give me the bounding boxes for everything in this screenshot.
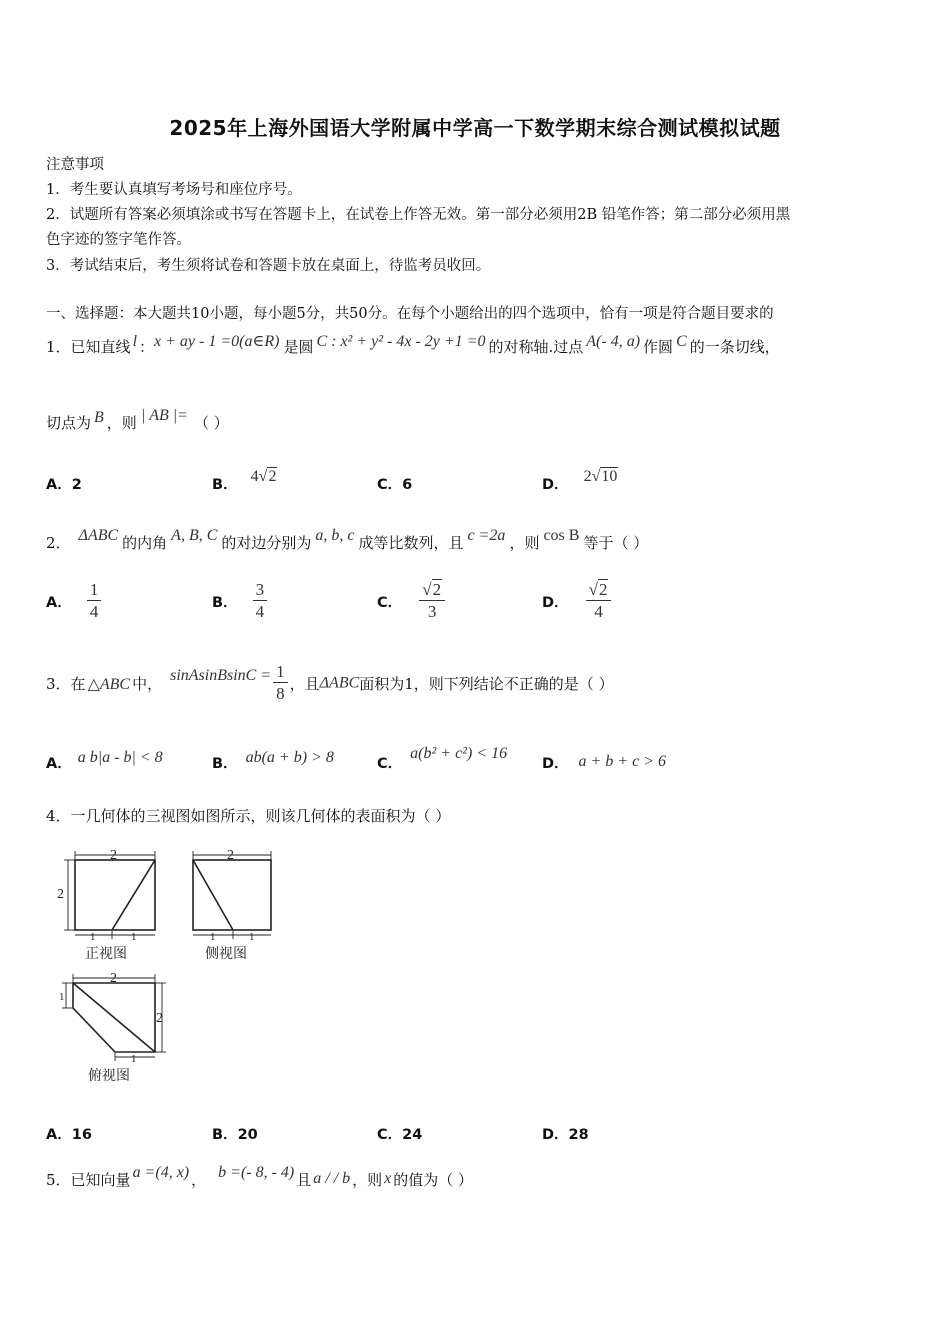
notes-heading: 注意事项: [46, 157, 104, 173]
q1-l: l: [132, 333, 138, 350]
note-item-1: 1．考生要认真填写考场号和座位序号。: [46, 182, 302, 198]
side-view-label: 侧视图: [205, 947, 247, 962]
top-dim-bottom: 1: [131, 1053, 137, 1065]
q4-option-d[interactable]: D．28: [542, 1127, 589, 1143]
q1-b: B: [94, 409, 104, 426]
q3-option-c[interactable]: C．a(b² + c²) < 16: [377, 745, 508, 772]
q1-text-4: 作圆: [643, 338, 674, 356]
question-3: 3．在 △ABC 中， sinAsinBsinC = $\frac{1}{8}$ ，且ΔABC面积为1，则下列结论不正确的是（ ）: [46, 662, 614, 703]
q2-triangle: ΔABC: [78, 527, 119, 544]
note-item-3: 3．考试结束后，考生须将试卷和答题卡放在桌面上，待监考员收回。: [46, 258, 491, 274]
q3-option-d[interactable]: D． a + b + c > 6: [542, 753, 667, 772]
front-view-rect: [75, 860, 155, 930]
q5-vector-b: b =(- 8, - 4): [218, 1164, 295, 1181]
q1-circle-equation: C : x² + y² - 4x - 2y +1 =0: [316, 333, 486, 350]
three-views-figure: [55, 840, 285, 1090]
q3-triangle: △ABC: [87, 675, 131, 693]
q3-option-b[interactable]: B． ab(a + b) > 8: [212, 749, 334, 772]
q1-point-a: A(- 4, a): [586, 333, 641, 350]
q1-text-3: 的对称轴.过点: [488, 338, 584, 356]
front-dim-bottom-2: 1: [131, 931, 137, 943]
q2-sides: a, b, c: [315, 527, 355, 544]
note-item-2-cont: 色字迹的签字笔作答。: [46, 232, 191, 248]
q3-triangle-2: ΔABC: [319, 674, 360, 692]
top-dim-top: 2: [110, 971, 117, 986]
question-4: [46, 805, 450, 826]
q1-option-b[interactable]: B． 4√2: [212, 468, 277, 493]
q1-text-6: 切点为: [46, 414, 92, 432]
front-dim-left: 2: [57, 887, 64, 902]
q4-text: 一几何体的三视图如图所示，则该几何体的表面积为（ ）: [70, 807, 451, 825]
front-view-label: 正视图: [85, 947, 127, 962]
note-item-2: 2．试题所有答案必须填涂或书写在答题卡上，在试卷上作答无效。第一部分必须用2B 铅笔作答；第二部分必须用黑: [46, 207, 791, 223]
side-dim-bottom-2: 1: [249, 931, 255, 943]
q2-option-b[interactable]: B． $\frac{3}{4}$: [212, 580, 267, 623]
q1-line-equation: x + ay - 1 =0(a∈R): [154, 333, 280, 350]
q5-parallel: a / / b: [313, 1170, 351, 1187]
q2-option-a[interactable]: A． $\frac{1}{4}$: [46, 580, 101, 623]
side-view-rect: [193, 860, 271, 930]
q4-number: 4．: [46, 807, 71, 825]
q1-text-1: 已知直线: [70, 338, 131, 356]
q3-option-a[interactable]: A． a b|a - b| < 8: [46, 749, 163, 772]
q1-number: 1．: [46, 338, 71, 356]
q5-number: 5．: [46, 1171, 71, 1189]
q1-paren: （ ）: [193, 414, 229, 432]
front-view-diagonal: [112, 860, 155, 930]
side-dim-bottom-1: 1: [210, 931, 216, 943]
front-dim-bottom-1: 1: [90, 931, 96, 943]
q2-condition: c =2a: [467, 527, 506, 544]
side-dim-top: 2: [227, 848, 234, 863]
q2-number: 2．: [46, 534, 71, 552]
page-title: 2025年上海外国语大学附属中学高一下数学期末综合测试模拟试题: [169, 116, 781, 140]
question-1-line-2: [46, 407, 229, 433]
q1-option-d[interactable]: D． 2√10: [542, 468, 618, 493]
q2-cosb: cos B: [543, 527, 580, 544]
q5-x: x: [384, 1170, 392, 1187]
q5-vector-a: a =(4, x): [132, 1164, 190, 1181]
q1-c: C: [676, 333, 687, 350]
front-dim-top: 2: [110, 848, 117, 863]
top-dim-right: 2: [156, 1011, 163, 1026]
q1-option-a[interactable]: A．2: [46, 477, 82, 493]
q3-number: 3．: [46, 675, 71, 693]
question-2: 2． ΔABC 的内角 A, B, C 的对边分别为 a, b, c 成等比数列，且 c =2a ，则 cos B 等于（ ）: [46, 527, 649, 552]
section-heading: 一、选择题：本大题共10小题，每小题5分，共50分。在每个小题给出的四个选项中，恰有一项是符合题目要求的: [46, 306, 774, 322]
top-view-label: 俯视图: [88, 1069, 130, 1084]
question-1: [46, 333, 780, 357]
q1-ab: | AB |=: [140, 407, 188, 424]
q4-option-b[interactable]: B．20: [212, 1127, 258, 1143]
q1-colon: ：: [139, 338, 155, 356]
side-view-diagonal: [193, 860, 233, 930]
top-view-diagonal: [73, 983, 155, 1052]
q4-option-a[interactable]: A．16: [46, 1127, 92, 1143]
q1-text-2: 是圆: [283, 338, 314, 356]
question-5: 5．已知向量 a =(4, x) ， b =(- 8, - 4) 且 a / / b ，则 x 的值为（ ）: [46, 1164, 474, 1189]
q2-option-d[interactable]: D． $\frac{√2}{4}$: [542, 580, 611, 623]
top-dim-left: 1: [59, 991, 65, 1003]
q4-option-c[interactable]: C．24: [377, 1127, 423, 1143]
q3-expression: sinAsinBsinC =: [170, 666, 272, 684]
q2-angles: A, B, C: [171, 527, 218, 544]
q2-option-c[interactable]: C． $\frac{√2}{3}$: [377, 580, 445, 623]
q1-option-c[interactable]: C．6: [377, 477, 413, 493]
q1-text-7: ，则: [106, 414, 137, 432]
q1-text-5: 的一条切线，: [689, 338, 780, 356]
